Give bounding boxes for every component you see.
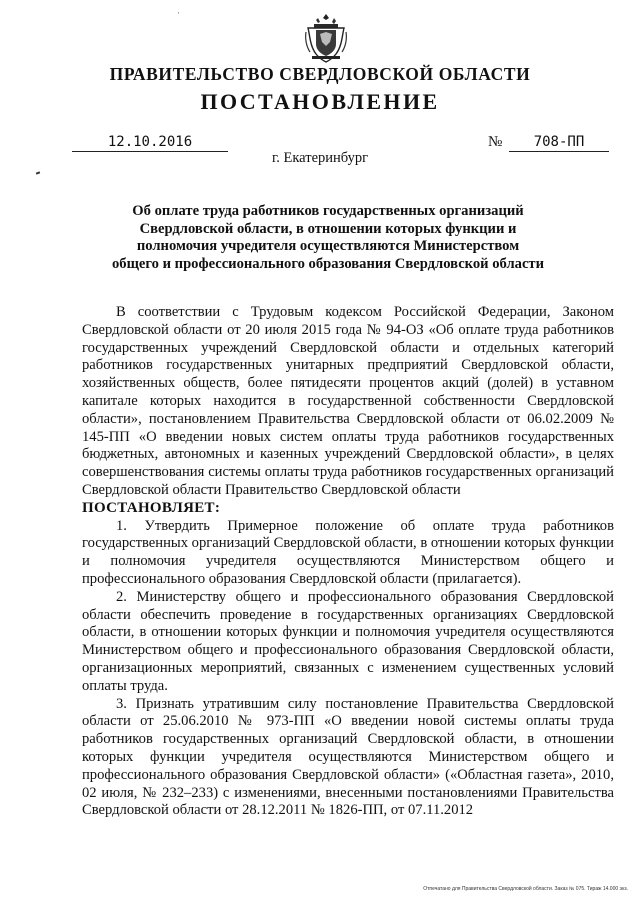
print-footer: Отпечатано для Правительства Свердловской области. Заказ № 075. Тираж 14.000 экз. [423, 886, 628, 892]
margin-mark [36, 171, 40, 174]
item-3-paragraph: 3. Признать утратившим силу постановление Правительства Свердловской области от 25.06.2010 № 973-ПП «О введении новой системы оплаты труда работников государственных организаций Свердловской области, в отношении которых функции учредителя осуществляются Министерством общего и профессионального образования Свердловской области» («Областная газета», 2010, 02 июля, № 232–233) с изменениями, внесенными постановлениями Правительства Свердловской области от 28.12.2011 № 1826-ПП, от 07.11.2012 [82, 695, 614, 819]
number-label: № [488, 134, 503, 150]
government-title: ПРАВИТЕЛЬСТВО СВЕРДЛОВСКОЙ ОБЛАСТИ [109, 64, 531, 84]
city: г. Екатеринбург [271, 150, 369, 166]
document-date: 12.10.2016 [72, 133, 228, 152]
document-number: 708-ПП [509, 133, 609, 152]
document-body [82, 304, 614, 820]
scan-mark: · [177, 8, 180, 18]
preamble-paragraph: В соответствии с Трудовым кодексом Российской Федерации, Законом Свердловской области от 20 июля 2015 года № 94-ОЗ «Об оплате труда работников государственных учреждений Свердловской области и отдельных категорий работников государственных унитарных предприятий Свердловской области, хозяйственных обществ, более пятидесяти процентов акций (долей) в уставном капитале которых находится в государственной собственности Свердловской области», постановлением Правительства Свердловской области от 06.02.2009 № 145-ПП «О введении новых систем оплаты труда работников государственных бюджетных, автономных и казенных учреждений Свердловской области», в целях совершенствования системы оплаты труда работников государственных организаций Свердловской области Правительство Свердловской области [82, 304, 614, 498]
item-2-paragraph: 2. Министерству общего и профессионального образования Свердловской области обеспечить проведение в государственных организациях Свердловской области, в отношении которых функции и полномочия учредителя осуществляются Министерством общего и профессионального образования Свердловской области, организационных мероприятий, связанных с изменением существенных условий оплаты труда. [82, 588, 614, 694]
document-subject: Об оплате труда работников государственных организаций Свердловской области, в отношении которых функции и полномочия учредителя осуществляются Министерством общего и профессионального образования Свердловской области [112, 203, 545, 272]
item-1-paragraph: 1. Утвердить Примерное положение об оплате труда работников государственных организаций Свердловской области, в отношении которых функции и полномочия учредителя осуществляются Министерством общего и профессионального образования Свердловской области (прилагается). [82, 517, 614, 587]
document-type: ПОСТАНОВЛЕНИЕ [200, 89, 440, 114]
coat-of-arms-icon [304, 12, 348, 64]
decree-word: ПОСТАНОВЛЯЕТ: [82, 499, 221, 516]
